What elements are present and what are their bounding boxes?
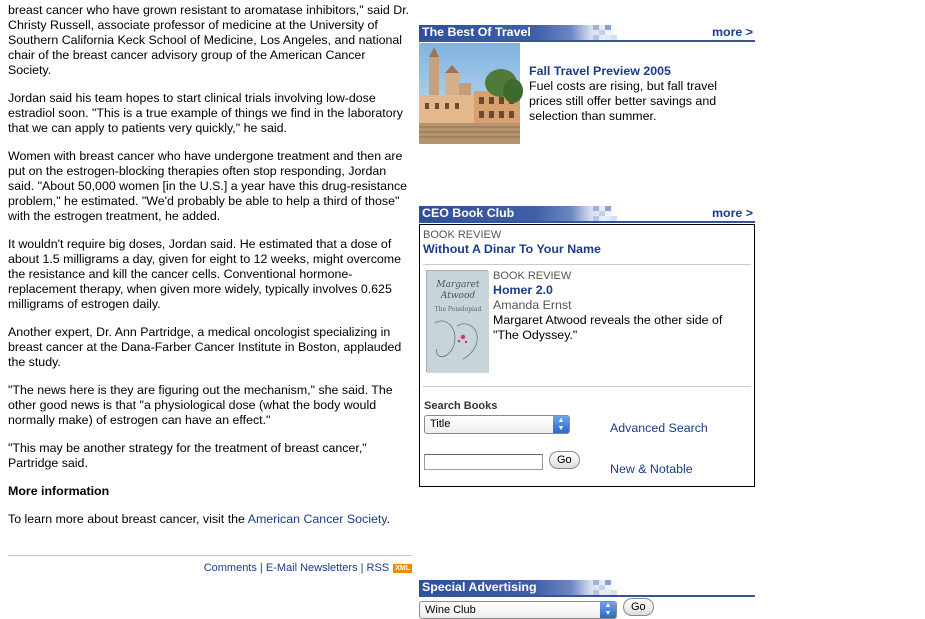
book-review-kicker: BOOK REVIEW [493,270,572,282]
book-club-section-title: CEO Book Club [419,206,619,221]
book-review-blurb: Margaret Atwood reveals the other side of "The Odyssey." [493,313,723,342]
advanced-search-link[interactable]: Advanced Search [610,421,708,435]
special-advertising-selected-value: Wine Club [425,604,476,616]
special-advertising-go-button[interactable]: Go [623,598,654,616]
rss-link[interactable]: RSS [366,562,390,574]
book-club-section-header [419,206,755,223]
special-advertising-title: Special Advertising [419,580,619,595]
travel-section-header [419,25,755,42]
divider [423,386,751,387]
email-newsletters-link[interactable]: E-Mail Newsletters [265,562,358,574]
search-books-label: Search Books [424,400,498,412]
more-information-heading: More information [8,484,110,498]
special-advertising-section-header [419,580,755,597]
article-paragraph: Women with breast cancer who have undergone treatment and then are put on the estrogen-blocking therapies often stop responding, Jordan said. "About 50,000 women [in the U.S.] a year have this drug-resistance problem," he estimated. "We'd probably be able to help a third of those" with the estrogen treatment, he added. [8,149,408,223]
select-arrows-icon: ▲ ▼ [600,602,616,618]
travel-photo-illustration [419,43,520,144]
xml-feed-icon[interactable]: XML [395,565,410,572]
book-club-box [419,224,755,487]
cover-author-first: Margaret [436,280,480,290]
search-books-input[interactable] [424,454,543,470]
cover-title-line: The Penelopiad [434,306,482,313]
book-review-item [423,229,751,257]
book-club-more-link[interactable]: more > [712,206,753,220]
book-review-title-link[interactable]: Homer 2.0 [493,283,553,297]
comments-link[interactable]: Comments [203,562,257,574]
header-pixel-decoration [593,25,619,40]
cover-author-last: Atwood [440,291,476,301]
search-field-select[interactable] [424,415,570,434]
article-paragraph: Jordan said his team hopes to start clinical trials involving low-dose estradiol soon. "This is a true example of things we find in the laboratory that we can apply to patients very quickly," he said. [8,91,403,135]
header-pixel-decoration [593,580,619,595]
book-review-author: Amanda Ernst [493,298,572,312]
more-information-text [8,512,412,527]
book-review-item [493,270,748,343]
article-paragraph: "The news here is they are figuring out the mechanism," she said. The other good news is that "a physiological dose (what the body would normally make) of estrogen can have an effect." [8,383,393,427]
article-paragraph: Another expert, Dr. Ann Partridge, a medical oncologist specializing in breast cancer at the Dana-Farber Cancer Institute in Boston, applauded the study. [8,325,402,369]
more-information-lead: To learn more about breast cancer, visit the [8,512,245,526]
header-pixel-decoration [593,206,619,221]
article-paragraph: It wouldn't require big doses, Jordan said. He estimated that a dose of about 1.5 milligrams a day, given for eight to 12 weeks, might overcome the resistance and kill the cancer cells. Conventional hormone-replacement therapy, when given more widely, typically involves 0.625 milligrams of estrogen daily. [8,237,402,311]
search-books-go-button[interactable]: Go [549,451,580,469]
travel-more-link[interactable]: more > [712,25,753,39]
american-cancer-society-link[interactable]: American Cancer Society [247,512,387,526]
travel-story [529,64,749,124]
new-and-notable-link[interactable]: New & Notable [610,462,693,476]
special-advertising-select[interactable] [419,601,617,619]
travel-section-title: The Best Of Travel [419,25,619,40]
article-footer-links [8,555,412,574]
travel-feature [419,43,755,145]
select-arrows-icon: ▲ ▼ [553,416,569,433]
footer-separator: | [357,562,367,574]
article-body [8,3,412,540]
footer-separator: | [256,562,266,574]
book-review-kicker: BOOK REVIEW [423,229,502,241]
book-cover-image[interactable] [426,270,488,372]
divider [423,264,751,265]
book-review-title-link[interactable]: Without A Dinar To Your Name [423,242,601,256]
travel-headline-link[interactable]: Fall Travel Preview 2005 [529,64,671,78]
travel-blurb: Fuel costs are rising, but fall travel prices still offer better savings and selection than summer. [529,79,718,123]
travel-photo[interactable] [419,43,520,144]
more-information-end: . [386,512,391,526]
book-cover-illustration [427,271,489,373]
article-paragraph: "This may be another strategy for the treatment of breast cancer," Partridge said. [8,441,367,470]
article-paragraph: breast cancer who have grown resistant to aromatase inhibitors," said Dr. Christy Russell, associate professor of medicine at the University of Southern California Keck School of Medicine, Los Angeles, and national chair of the breast cancer advisory group of the American Cancer Society. [8,3,410,77]
search-field-selected-value: Title [430,418,451,430]
